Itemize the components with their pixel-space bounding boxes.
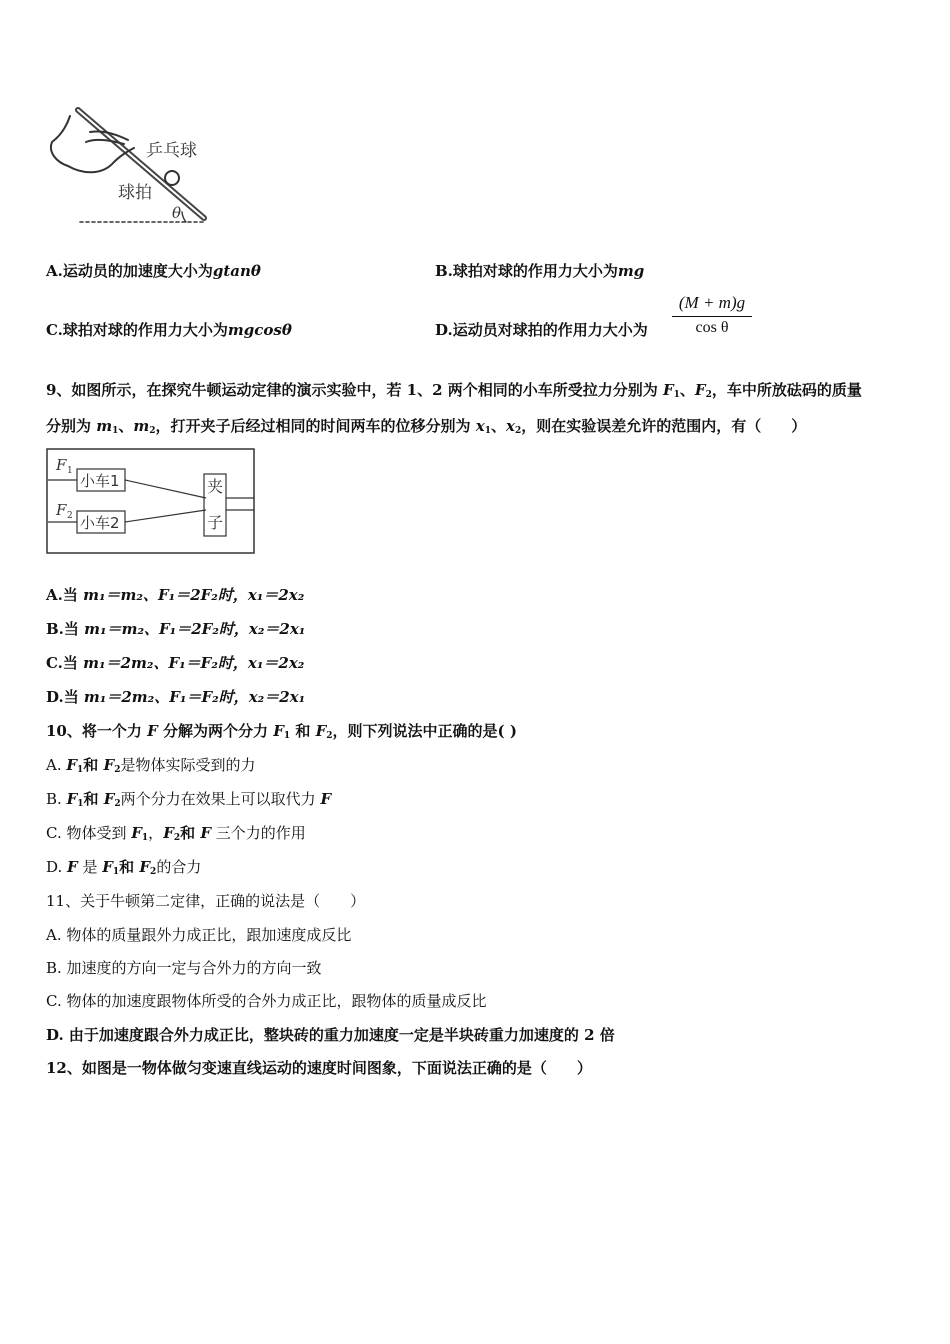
label-ball: 乒乓球	[146, 141, 197, 161]
label-car1: 小车1	[80, 472, 120, 490]
label-clip-bottom: 子	[207, 513, 224, 532]
ball	[165, 171, 179, 185]
q10-option-c: C. 物体受到 $F_1$，$F_2$和 F 三个力的作用	[46, 824, 306, 843]
q8-option-a: A.运动员的加速度大小为gtanθ	[46, 262, 261, 280]
q9-stem-line2: 分别为 $m_1$、$m_2$，打开夹子后经过相同的时间两车的位移分别为 $x_1$、$x_2$，则在实验误差允许的范围内，有（ ）	[46, 417, 807, 436]
label-racket: 球拍	[118, 183, 152, 203]
label-car2: 小车2	[80, 514, 120, 532]
cart-figure	[46, 448, 258, 556]
q11-option-c: C. 物体的加速度跟物体所受的合外力成正比，跟物体的质量成反比	[46, 992, 487, 1010]
label-f1: F	[56, 456, 67, 474]
fraction-denominator: cos θ	[695, 319, 729, 336]
label-angle: θ	[172, 204, 182, 222]
q10-option-a: A. $F_1$和 $F_2$是物体实际受到的力	[46, 756, 256, 775]
q9-option-b: B.当 m₁＝m₂、F₁＝2F₂时，x₂＝2x₁	[46, 620, 306, 638]
q12-stem: 12、如图是一物体做匀变速直线运动的速度时间图象，下面说法正确的是（ ）	[46, 1059, 592, 1077]
svg-text:1: 1	[67, 466, 73, 476]
svg-text:2: 2	[67, 511, 73, 521]
q11-stem: 11、关于牛顿第二定律，正确的说法是（ ）	[46, 892, 366, 910]
q8-option-c: C.球拍对球的作用力大小为mgcosθ	[46, 321, 292, 339]
figure-frame	[47, 449, 254, 553]
q8-option-b: B.球拍对球的作用力大小为mg	[435, 262, 645, 280]
q11-option-d: D. 由于加速度跟合外力成正比，整块砖的重力加速度一定是半块砖重力加速度的 2 倍	[46, 1026, 615, 1044]
racket-figure	[46, 102, 216, 228]
q10-option-b: B. $F_1$和 $F_2$两个分力在效果上可以取代力 F	[46, 790, 332, 809]
q10-option-d: D. F 是 $F_1$和 $F_2$的合力	[46, 858, 202, 877]
q8-option-d-fraction	[672, 293, 752, 337]
q9-option-d: D.当 m₁＝2m₂、F₁＝F₂时，x₂＝2x₁	[46, 688, 306, 706]
q11-option-a: A. 物体的质量跟外力成正比，跟加速度成反比	[46, 926, 352, 944]
q9-option-c: C.当 m₁＝2m₂、F₁＝F₂时，x₁＝2x₂	[46, 654, 305, 672]
label-f2: F	[56, 501, 67, 519]
q11-option-b: B. 加速度的方向一定与合外力的方向一致	[46, 959, 322, 977]
q9-option-a: A.当 m₁＝m₂、F₁＝2F₂时，x₁＝2x₂	[46, 586, 305, 604]
q8-option-d: D.运动员对球拍的作用力大小为	[435, 321, 648, 339]
fraction-numerator: (M + m)g	[672, 293, 752, 317]
label-clip-top: 夹	[207, 477, 224, 496]
q10-stem: 10、将一个力 F 分解为两个分力 $F_1$ 和 $F_2$，则下列说法中正确的是( )	[46, 722, 517, 741]
q9-stem-line1: 9、如图所示，在探究牛顿运动定律的演示实验中，若 1、2 两个相同的小车所受拉力分别为 $F_1$、$F_2$，车中所放砝码的质量	[46, 381, 862, 400]
